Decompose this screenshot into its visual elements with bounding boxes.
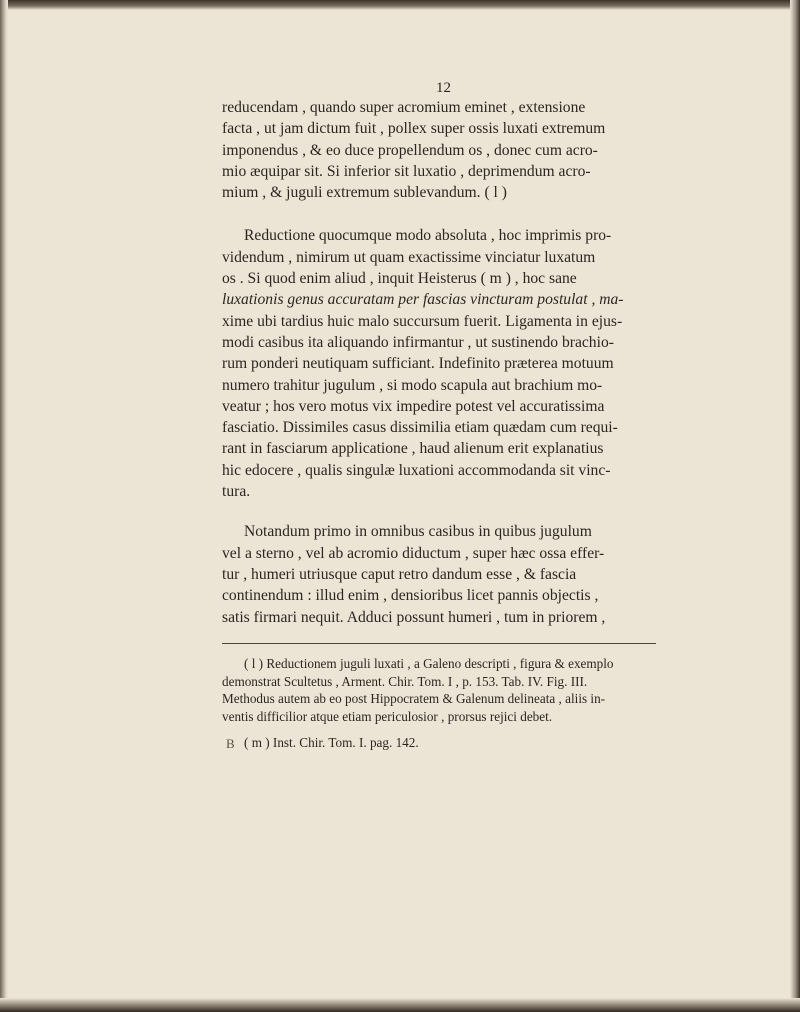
text-line: hic edocere , qualis singulæ luxationi accommodanda sit vinc-: [222, 461, 611, 479]
text-line: rant in fasciarum applicatione , haud alienum erit explanatius: [222, 440, 604, 458]
paragraph-1: [222, 97, 656, 203]
footnote-line: ( l ) Reductionem juguli luxati , a Galeno descripti , figura & exemplo: [244, 656, 614, 671]
paragraph-3: [222, 521, 656, 627]
text-line: tur , humeri utriusque caput retro dandum esse , & fascia: [222, 565, 577, 583]
footnote-line: Methodus autem ab eo post Hippocratem & Galenum delineata , aliis in-: [222, 691, 606, 707]
text-line: numero trahitur jugulum , si modo scapula aut brachium mo-: [222, 376, 603, 394]
paragraph-gap: [222, 203, 656, 225]
text-line: satis firmari nequit. Adduci possunt humeri , tum in priorem ,: [222, 608, 606, 626]
scan-edge-top: [0, 0, 800, 10]
page-number: 12: [436, 80, 451, 96]
footnote-l: [222, 655, 656, 725]
text-line: facta , ut jam dictum fuit , pollex super ossis luxati extremum: [222, 120, 606, 138]
text-line: continendum : illud enim , densioribus licet pannis objectis ,: [222, 587, 599, 605]
text-line: Reductione quocumque modo absoluta , hoc imprimis pro-: [244, 227, 612, 245]
text-line: Notandum primo in omnibus casibus in quibus jugulum: [244, 523, 592, 541]
footnote-gap: [222, 725, 656, 734]
text-line: fasciatio. Dissimiles casus dissimilia etiam quædam cum requi-: [222, 419, 618, 437]
text-line: mio æquipar sit. Si inferior sit luxatio , deprimendum acro-: [222, 162, 591, 180]
text-line: modi casibus ita aliquando infirmantur , ut sustinendo brachio-: [222, 333, 614, 351]
text-line: videndum , nimirum ut quam exactissime vinciatur luxatum: [222, 248, 596, 266]
text-line: imponendus , & eo duce propellendum os , donec cum acro-: [222, 141, 598, 159]
catchword: B: [226, 736, 235, 751]
scan-edge-bottom: [0, 998, 800, 1012]
text-line: luxationis genus accuratam per fascias vincturam postulat , ma-: [222, 291, 624, 309]
text-line: reducendam , quando super acromium eminet , extensione: [222, 99, 586, 116]
main-text: [222, 97, 656, 628]
footnote-m: [222, 734, 656, 752]
text-line: vel a sterno , vel ab acromio diductum , super hæc ossa effer-: [222, 544, 605, 562]
paragraph-2: [222, 225, 656, 502]
text-line: mium , & juguli extremum sublevandum. ( l ): [222, 184, 507, 202]
text-line: tura.: [222, 483, 251, 501]
text-line: xime ubi tardius huic malo succursum fuerit. Ligamenta in ejus-: [222, 312, 623, 330]
paragraph-gap: [222, 502, 656, 521]
text-line: os . Si quod enim aliud , inquit Heisterus ( m ) , hoc sane: [222, 270, 577, 288]
scan-edge-left: [0, 0, 8, 1012]
text-line: rum ponderi neutiquam sufficiant. Indefinito præterea motuum: [222, 355, 614, 373]
footnote-divider: [222, 643, 656, 644]
footnote-line: demonstrat Scultetus , Arment. Chir. Tom. I , p. 153. Tab. IV. Fig. III.: [222, 673, 588, 689]
footnote-line: ( m ) Inst. Chir. Tom. I. pag. 142.: [244, 735, 419, 751]
text-line: veatur ; hos vero motus vix impedire potest vel accuratissima: [222, 397, 605, 415]
footnote-line: ventis difficilior atque etiam periculosior , prorsus rejici debet.: [222, 708, 553, 724]
scan-edge-right: [790, 0, 800, 1012]
footnotes: [222, 655, 656, 752]
